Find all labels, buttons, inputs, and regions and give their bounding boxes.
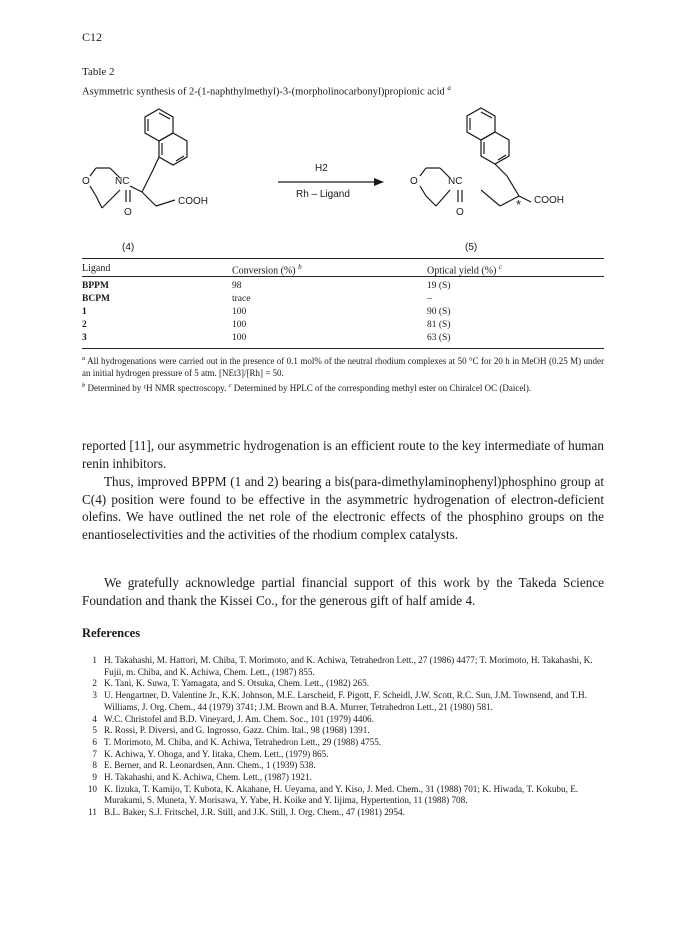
- footnote-c: $^c$ Determined by HPLC of the corresponding methyl ester on Chiralcel OC (Daicel).: [228, 381, 532, 393]
- cell-yield: 19 (S): [427, 281, 451, 291]
- cell-conversion: 100: [232, 307, 247, 317]
- caption-footnote-mark: a: [447, 84, 451, 92]
- table-row: [82, 333, 604, 346]
- reference-number: 6: [92, 736, 97, 747]
- table-header: [82, 263, 604, 277]
- references-list: [82, 655, 604, 819]
- footnote-c-text: Determined by HPLC of the corresponding methyl ester on Chiralcel OC (Daicel).: [233, 382, 532, 393]
- reactant-nc: NC: [115, 176, 130, 187]
- footnote-b: $^b$ Determined by ¹H NMR spectroscopy.: [82, 381, 227, 393]
- reactant-structure: [90, 109, 187, 208]
- reference-text: H. Takahashi, and K. Achiwa, Chem. Lett., (1987) 1921.: [104, 772, 312, 783]
- paragraph-continuation: reported [11], our asymmetric hydrogenation is an efficient route to the key intermediate of human renin inhibitors.: [82, 438, 604, 471]
- cell-yield: –: [427, 294, 432, 304]
- reference-number: 3: [92, 690, 97, 701]
- reactant-carbonyl-o: O: [124, 207, 132, 218]
- table-row: [82, 294, 604, 307]
- header-conversion: [232, 263, 302, 276]
- reaction-scheme: [82, 98, 612, 256]
- reference-text: K. Tani, K. Suwa, T. Yamagata, and S. Otsuka, Chem. Lett., (1982) 265.: [104, 678, 369, 689]
- cell-ligand: BCPM: [82, 294, 110, 304]
- reference-item: [82, 760, 604, 772]
- cell-yield: 63 (S): [427, 333, 451, 343]
- cell-conversion: 100: [232, 320, 247, 330]
- product-o: O: [410, 176, 418, 187]
- reference-text: B.L. Baker, S.J. Fritschel, J.R. Still, and J.K. Still, J. Org. Chem., 47 (1981) 2954.: [104, 807, 405, 818]
- header-conversion-mark: b: [298, 263, 302, 271]
- table-number: Table 2: [82, 66, 115, 78]
- reference-item: [82, 737, 604, 749]
- table-bottom-rule: [82, 348, 604, 349]
- cell-yield: 90 (S): [427, 307, 451, 317]
- header-ligand: Ligand: [82, 263, 111, 274]
- reference-item: [82, 690, 604, 713]
- product-label: (5): [465, 242, 478, 253]
- reference-item: [82, 725, 604, 737]
- cell-ligand: BPPM: [82, 281, 109, 291]
- reference-text: W.C. Christofel and B.D. Vineyard, J. Am. Chem. Soc., 101 (1979) 4406.: [104, 713, 374, 724]
- paragraph-acknowledgement: We gratefully acknowledge partial financial support of this work by the Takeda Science Foundation and thank the Kissei Co., for the generous gift of half amide 4.: [82, 575, 604, 608]
- cell-ligand: 3: [82, 333, 87, 343]
- reference-text: T. Morimoto, M. Chiba, and K. Achiwa, Tetrahedron Lett., 29 (1988) 4755.: [104, 736, 382, 747]
- footnote-a-text: All hydrogenations were carried out in the presence of 0.1 mol% of the neutral rhodium complexes at 50 °C for 20 h in MeOH (0.25 M) under an initial hydrogen pressure of 5 atm. [NEt3]/[Rh] = 50.: [82, 356, 604, 379]
- arrow-head: [374, 178, 384, 186]
- reference-text: H. Takahashi, M. Hattori, M. Chiba, T. Morimoto, and K. Achiwa, Tetrahedron Lett., 27 (1986) 4477; T. Morimoto, H. Takahashi, K. Fujii, m. Chiba, and K. Achiwa, Chem. Lett., (1987) 855.: [104, 655, 593, 677]
- reference-number: 8: [92, 760, 97, 771]
- table-row: [82, 281, 604, 294]
- reference-number: 2: [92, 678, 97, 689]
- reference-number: 5: [92, 725, 97, 736]
- reference-item: [82, 655, 604, 678]
- reference-item: [82, 749, 604, 761]
- reference-item: [82, 807, 604, 819]
- reference-text: R. Rossi, P. Diversi, and G. Ingrosso, Gazz. Chim. Ital., 98 (1968) 1391.: [104, 725, 370, 736]
- table-header-rule: [82, 276, 604, 277]
- reference-number: 9: [92, 772, 97, 783]
- cell-yield: 81 (S): [427, 320, 451, 330]
- footnote-a: $^a$ All hydrogenations were carried out in the presence of 0.1 mol% of the neutral rhodium complexes at 50 °C for 20 h in MeOH (0.25 M) under an initial hydrogen pressure of 5 atm. [NEt3]/[Rh] = 50.: [82, 355, 604, 379]
- reactant-label: (4): [122, 242, 135, 253]
- reference-number: 11: [88, 807, 97, 818]
- product-nc: NC: [448, 176, 463, 187]
- cell-conversion: 100: [232, 333, 247, 343]
- reference-number: 7: [92, 748, 97, 759]
- table-top-rule: [82, 258, 604, 259]
- reference-text: U. Hengartner, D. Valentine Jr., K.K. Johnson, M.E. Larscheid, F. Pigott, F. Scheidl, J.W. Scott, R.C. Sun, J.M. Townsend, and T.H. Williams, J. Org. Chem., 44 (1979) 3741; J.M. Brown and B.A. Murrer, Tetrahedron Lett., 21 (1980) 581.: [104, 690, 587, 712]
- header-conversion-text: Conversion (%): [232, 265, 296, 277]
- paragraph-conclusion: Thus, improved BPPM (1 and 2) bearing a bis(para-dimethylaminophenyl)phosphino group at C(4) position were found to be effective in the asymmetric hydrogenation of electron-deficient olefins. We have outlined the net role of the electronic effects of the phosphino groups on the enantioselectivities and the activities of the rhodium complex catalysts.: [82, 474, 604, 542]
- product-structure: [420, 108, 531, 206]
- cell-ligand: 2: [82, 320, 87, 330]
- reference-text: K. Achiwa, Y. Ohoga, and Y. Iitaka, Chem. Lett., (1979) 865.: [104, 748, 329, 759]
- header-yield: [427, 263, 502, 276]
- table-caption: [82, 84, 451, 98]
- reference-number: 1: [92, 655, 97, 665]
- reagent-bottom: Rh – Ligand: [296, 189, 350, 200]
- reference-item: [82, 678, 604, 690]
- reference-item: [82, 772, 604, 784]
- cell-conversion: trace: [232, 294, 251, 304]
- page-number: C12: [82, 30, 103, 44]
- reactant-o: O: [82, 176, 90, 187]
- table-row: [82, 307, 604, 320]
- cell-conversion: 98: [232, 281, 242, 291]
- header-yield-text: Optical yield (%): [427, 265, 497, 277]
- reference-text: K. Iizuka, T. Kamijo, T. Kubota, K. Akahane, H. Ueyama, and Y. Kiso, J. Med. Chem., 31 (1988) 701; K. Hiwada, T. Kokubu, E. Murakami, S. Muneta, Y. Morisawa, Y. Yabe, H. Koike and Y. Iijima, Hypertention, 11 (1988) 708.: [104, 783, 579, 806]
- reference-number: 4: [92, 713, 97, 724]
- stereocenter-star: *: [516, 197, 522, 212]
- header-yield-mark: c: [498, 263, 503, 271]
- footnote-b-text: Determined by ¹H NMR spectroscopy.: [87, 382, 227, 393]
- table-row: [82, 320, 604, 333]
- reference-text: E. Berner, and R. Leonardsen, Ann. Chem., 1 (1939) 538.: [104, 760, 316, 771]
- table-caption-text: Asymmetric synthesis of 2-(1-naphthylmethyl)-3-(morpholinocarbonyl)propionic acid: [82, 86, 445, 98]
- references-heading: References: [82, 626, 141, 640]
- reagent-top: H2: [315, 163, 328, 174]
- table-footnotes: [82, 353, 604, 394]
- cell-ligand: 1: [82, 307, 87, 317]
- reference-number: 10: [87, 783, 97, 794]
- reference-item: [82, 714, 604, 726]
- reference-item: [82, 784, 604, 807]
- product-carbonyl-o: O: [456, 207, 464, 218]
- product-acid: COOH: [534, 195, 564, 206]
- reactant-acid: COOH: [178, 196, 208, 207]
